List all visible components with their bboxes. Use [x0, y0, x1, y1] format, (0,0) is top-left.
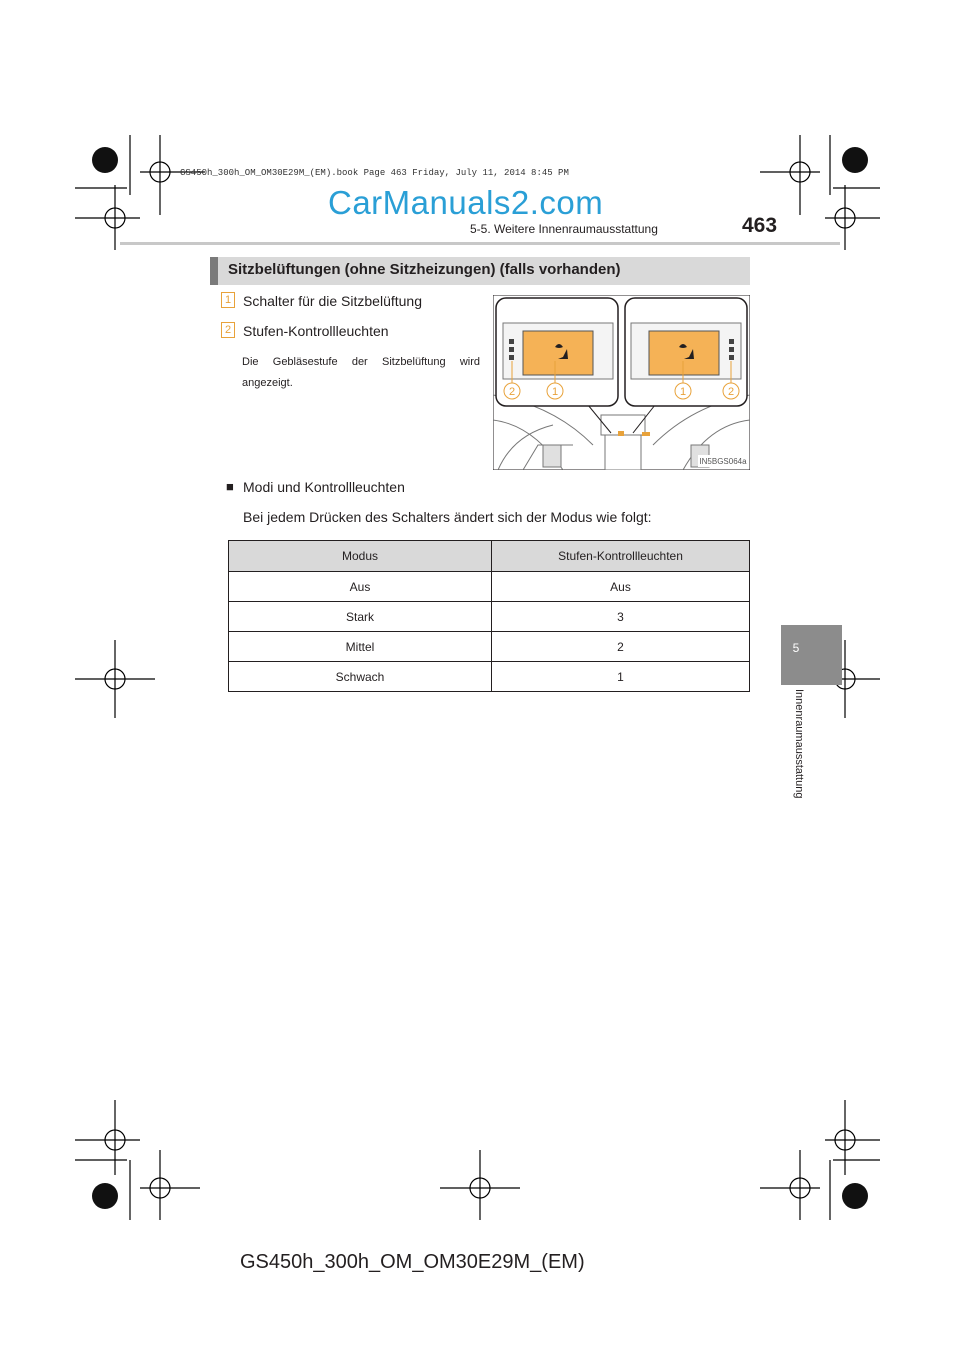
seat-ventilation-illustration — [493, 295, 750, 470]
table-row — [229, 572, 750, 602]
page-number: 463 — [742, 214, 778, 237]
table-cell: Mittel — [229, 632, 492, 662]
callout-label: 2 — [727, 386, 735, 398]
table-row — [229, 632, 750, 662]
print-mark: GS450h_300h_OM_OM30E29M_(EM).book Page 463 Friday, July 11, 2014 8:45 PM — [180, 168, 569, 178]
watermark: CarManuals2.com — [328, 184, 604, 221]
table-header-cell: Stufen-Kontrollleuchten — [492, 541, 750, 572]
chapter-label — [792, 690, 806, 820]
note-text: Die Gebläsestufe der Sitzbelüftung wird angezeigt. — [242, 356, 480, 389]
section-title-bar — [210, 257, 750, 285]
chapter-number: 5 — [792, 641, 800, 655]
illustration-code: IN5BGS064a — [699, 457, 747, 466]
item-marker-1: 1 — [221, 292, 235, 308]
table-header-cell: Modus — [229, 541, 492, 572]
chapter-tab — [781, 625, 842, 685]
table-cell: Aus — [229, 572, 492, 602]
subsection-text: Bei jedem Drücken des Schalters ändert sich der Modus wie folgt: — [243, 509, 652, 525]
table-cell: Schwach — [229, 662, 492, 692]
table-row — [229, 602, 750, 632]
item-label-2: Stufen-Kontrollleuchten — [243, 323, 389, 339]
callout-label: 2 — [508, 386, 516, 398]
callout-label: 1 — [679, 386, 687, 398]
table-cell: 2 — [492, 632, 750, 662]
table-header-row — [229, 541, 750, 572]
section-header: 5-5. Weitere Innenraumausstattung — [470, 222, 658, 236]
bullet-icon: ■ — [226, 479, 234, 494]
section-title: Sitzbelüftungen (ohne Sitzheizungen) (falls vorhanden) — [228, 261, 621, 278]
chapter-label-text: Innenraumausstattung — [793, 689, 805, 799]
table-cell: Stark — [229, 602, 492, 632]
table-cell: Aus — [492, 572, 750, 602]
footer-book-id: GS450h_300h_OM_OM30E29M_(EM) — [240, 1251, 585, 1273]
modes-table — [228, 540, 750, 692]
header-rule — [120, 242, 840, 245]
table-row — [229, 662, 750, 692]
table-cell: 3 — [492, 602, 750, 632]
callout-label: 1 — [551, 386, 559, 398]
item-label-1: Schalter für die Sitzbelüftung — [243, 293, 422, 309]
table-cell: 1 — [492, 662, 750, 692]
item-marker-2: 2 — [221, 322, 235, 338]
subsection-heading: Modi und Kontrollleuchten — [243, 479, 405, 495]
